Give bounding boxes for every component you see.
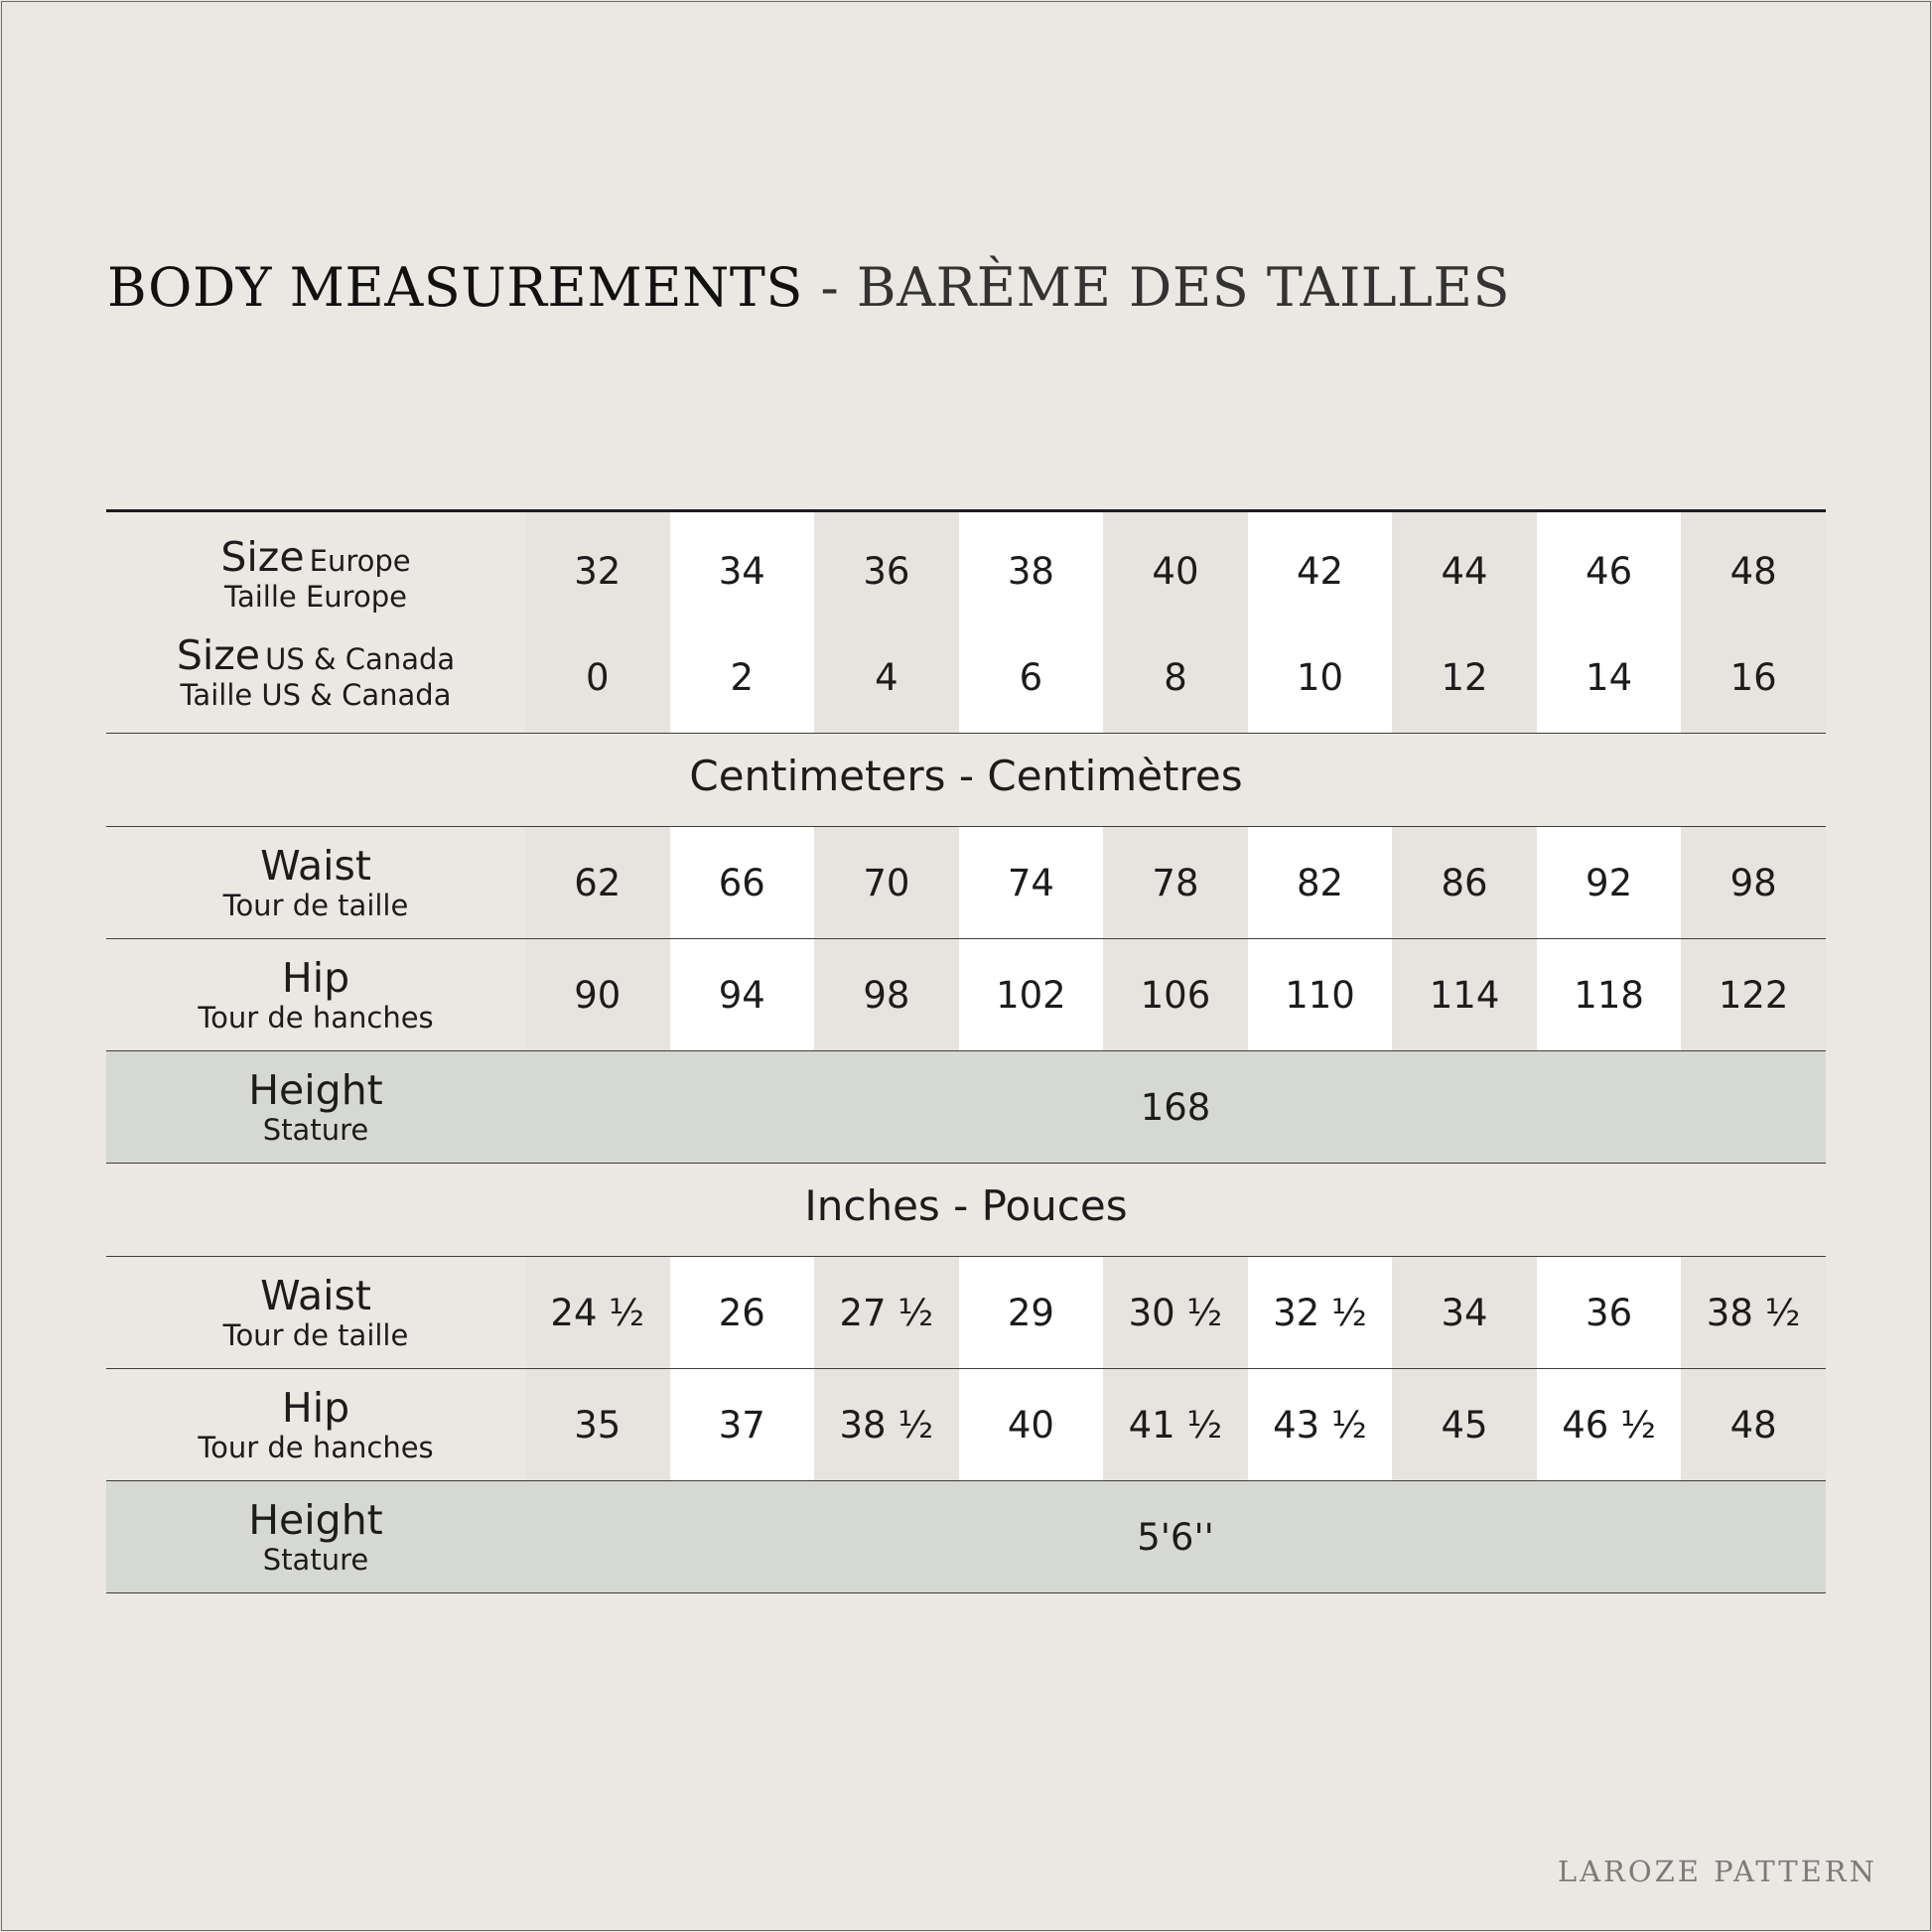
cm-height-label-sub: Stature <box>262 1113 369 1147</box>
cm-height-label <box>106 1051 525 1163</box>
in-hip-row <box>106 1369 1826 1481</box>
cm-hip-label-sub: Tour de hanches <box>198 1001 434 1035</box>
in-waist-value: 26 <box>670 1257 815 1368</box>
cm-hip-value: 90 <box>525 939 670 1050</box>
size-us-main: Size <box>176 630 261 679</box>
size-europe-value: 40 <box>1152 550 1199 593</box>
cm-hip-value: 102 <box>959 939 1104 1050</box>
in-height-value: 5'6'' <box>1137 1515 1214 1559</box>
size-column <box>525 512 670 733</box>
cm-hip-label <box>106 939 525 1050</box>
in-waist-value: 38 ½ <box>1681 1257 1826 1368</box>
cm-hip-value: 118 <box>1537 939 1682 1050</box>
cm-waist-row <box>106 827 1826 939</box>
cm-hip-label-main: Hip <box>281 954 350 1002</box>
cm-waist-value: 62 <box>525 827 670 938</box>
size-europe-value: 34 <box>718 550 765 593</box>
in-hip-value: 48 <box>1681 1369 1826 1480</box>
cm-hip-row <box>106 939 1826 1051</box>
in-hip-value: 43 ½ <box>1248 1369 1393 1480</box>
in-height-row <box>106 1481 1826 1593</box>
size-labels <box>106 512 525 733</box>
in-waist-value: 30 ½ <box>1103 1257 1248 1368</box>
cm-hip-value: 98 <box>814 939 959 1050</box>
cm-hip-value: 110 <box>1248 939 1393 1050</box>
cm-waist-value: 70 <box>814 827 959 938</box>
in-waist-label-main: Waist <box>260 1272 371 1319</box>
in-waist-value: 36 <box>1537 1257 1682 1368</box>
cm-hip-value: 114 <box>1392 939 1537 1050</box>
in-hip-value: 45 <box>1392 1369 1537 1480</box>
in-waist-label <box>106 1257 525 1368</box>
in-waist-value: 32 ½ <box>1248 1257 1393 1368</box>
in-height-label-main: Height <box>248 1496 383 1544</box>
cm-waist-label-sub: Tour de taille <box>222 889 409 922</box>
size-us-value: 10 <box>1296 656 1344 699</box>
size-europe-value: 42 <box>1296 550 1344 593</box>
size-column <box>1248 512 1393 733</box>
in-hip-value: 37 <box>670 1369 815 1480</box>
in-waist-value: 29 <box>959 1257 1104 1368</box>
size-us-value: 2 <box>730 656 755 699</box>
size-us-label <box>177 632 455 712</box>
size-europe-sub: Taille Europe <box>224 579 407 614</box>
size-europe-value: 36 <box>863 550 910 593</box>
size-column <box>1681 512 1826 733</box>
cm-waist-label-main: Waist <box>260 842 371 890</box>
size-europe-label <box>220 534 410 614</box>
in-waist-value: 34 <box>1392 1257 1537 1368</box>
size-europe-value: 38 <box>1007 550 1054 593</box>
cm-height-value: 168 <box>1140 1085 1211 1129</box>
in-waist-value: 27 ½ <box>814 1257 959 1368</box>
size-us-value: 0 <box>586 656 610 699</box>
size-europe-region: Europe <box>309 543 411 578</box>
in-waist-label-sub: Tour de taille <box>222 1318 409 1352</box>
cm-waist-value: 74 <box>959 827 1104 938</box>
inches-section-row <box>106 1164 1826 1257</box>
size-column <box>1392 512 1537 733</box>
size-header-row <box>106 512 1826 734</box>
size-us-value: 8 <box>1164 656 1187 699</box>
title-separator: - <box>802 256 857 319</box>
in-hip-value: 40 <box>959 1369 1104 1480</box>
cm-waist-value: 98 <box>1681 827 1826 938</box>
cm-hip-value: 106 <box>1103 939 1248 1050</box>
cm-height-row <box>106 1051 1826 1164</box>
size-us-value: 16 <box>1729 656 1777 699</box>
title-secondary: BARÈME DES TAILLES <box>856 256 1510 319</box>
in-hip-label <box>106 1369 525 1480</box>
size-column <box>1537 512 1682 733</box>
in-height-label-sub: Stature <box>262 1543 369 1577</box>
size-europe-value: 48 <box>1729 550 1777 593</box>
cm-waist-value: 66 <box>670 827 815 938</box>
size-column <box>959 512 1104 733</box>
size-chart-table <box>106 509 1826 1593</box>
in-hip-value: 35 <box>525 1369 670 1480</box>
brand-logo-text: LAROZE PATTERN <box>1557 1855 1877 1888</box>
size-us-value: 6 <box>1019 656 1043 699</box>
page-title <box>107 256 1510 319</box>
size-europe-main: Size <box>220 532 305 581</box>
size-us-sub: Taille US & Canada <box>180 677 452 712</box>
size-us-region: US & Canada <box>265 641 456 676</box>
cm-waist-value: 82 <box>1248 827 1393 938</box>
size-us-value: 4 <box>875 656 898 699</box>
in-hip-value: 38 ½ <box>814 1369 959 1480</box>
centimeters-heading: Centimeters - Centimètres <box>689 752 1243 800</box>
title-main: BODY MEASUREMENTS <box>107 256 803 319</box>
size-us-value: 14 <box>1586 656 1633 699</box>
size-europe-value: 44 <box>1441 550 1488 593</box>
cm-waist-value: 92 <box>1537 827 1682 938</box>
size-column <box>814 512 959 733</box>
cm-waist-value: 78 <box>1103 827 1248 938</box>
in-hip-label-sub: Tour de hanches <box>198 1431 434 1464</box>
in-hip-label-main: Hip <box>281 1384 350 1432</box>
centimeters-section-row <box>106 734 1826 827</box>
cm-hip-value: 122 <box>1681 939 1826 1050</box>
size-us-value: 12 <box>1441 656 1488 699</box>
in-waist-value: 24 ½ <box>525 1257 670 1368</box>
size-column <box>670 512 815 733</box>
size-column <box>1103 512 1248 733</box>
cm-waist-label <box>106 827 525 938</box>
size-europe-value: 46 <box>1586 550 1633 593</box>
cm-hip-value: 94 <box>670 939 815 1050</box>
size-europe-value: 32 <box>574 550 621 593</box>
in-waist-row <box>106 1257 1826 1369</box>
in-hip-value: 46 ½ <box>1537 1369 1682 1480</box>
in-height-label <box>106 1481 525 1592</box>
cm-waist-value: 86 <box>1392 827 1537 938</box>
cm-height-label-main: Height <box>248 1066 383 1114</box>
inches-heading: Inches - Pouces <box>804 1181 1128 1230</box>
in-hip-value: 41 ½ <box>1103 1369 1248 1480</box>
